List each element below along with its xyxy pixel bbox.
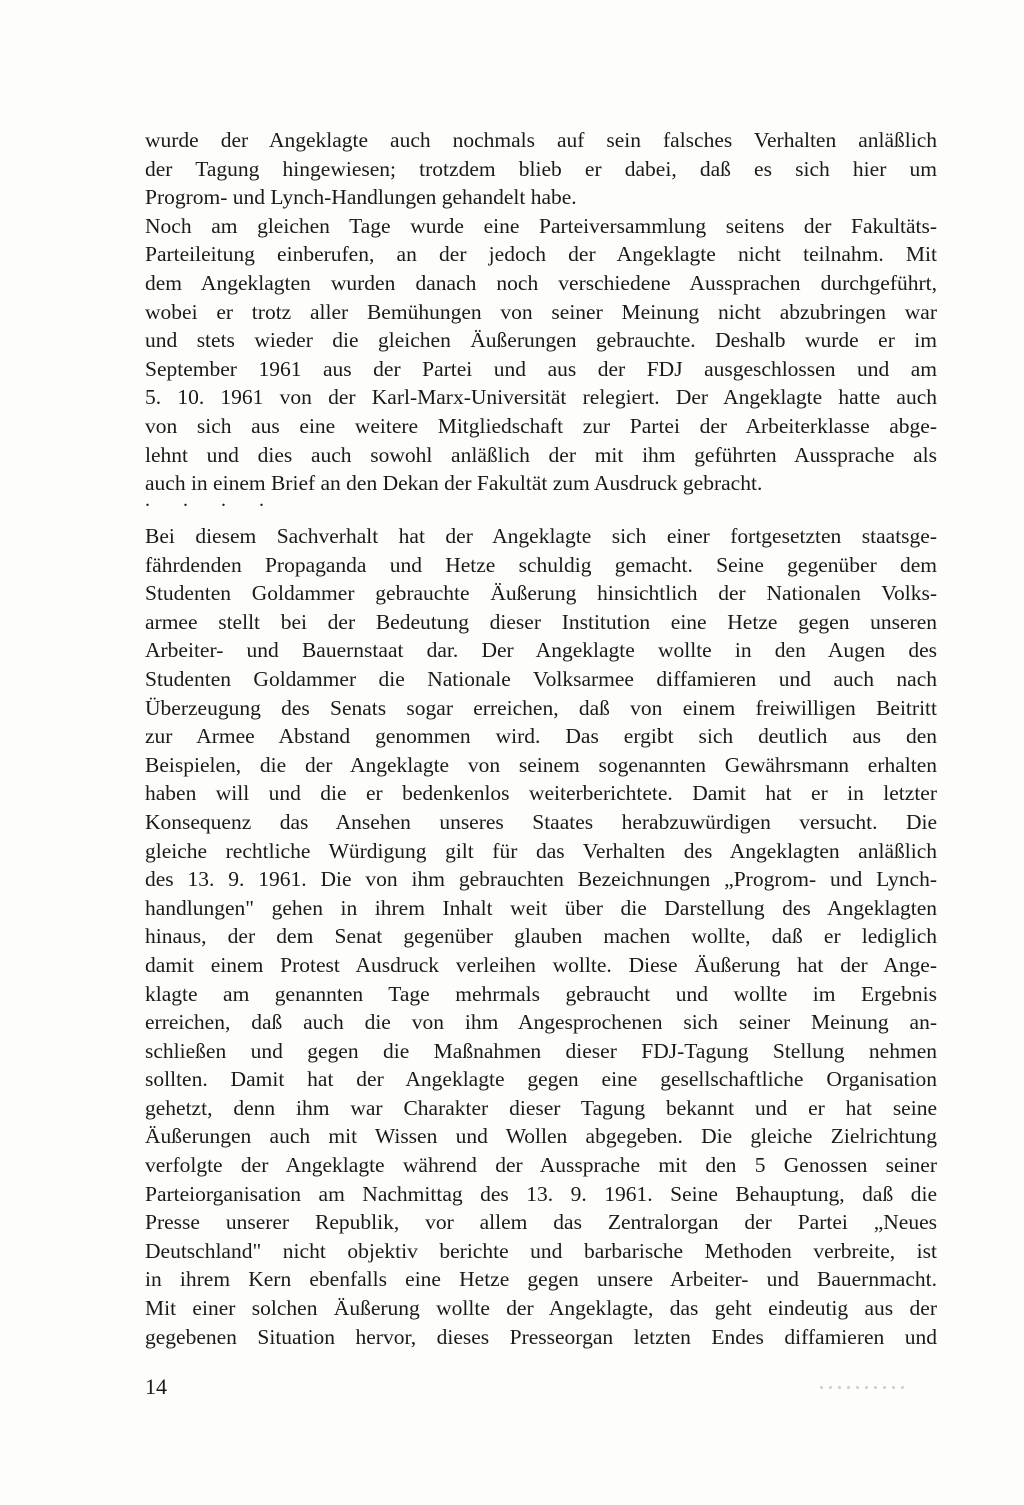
- text-line: haben will und die er bedenkenlos weiterberichtete. Damit hat er in letzter: [145, 781, 937, 806]
- omission-marks: . . . .: [145, 489, 278, 511]
- page-number: 14: [145, 1374, 167, 1399]
- text-line: fährdenden Propaganda und Hetze schuldig gemacht. Seine gegenüber dem: [145, 552, 937, 577]
- text-line: Parteileitung einberufen, an der jedoch der Angeklagte nicht teilnahm. Mit: [145, 242, 937, 267]
- text-line: Überzeugung des Senats sogar erreichen, daß von einem freiwilligen Beitritt: [145, 695, 937, 720]
- text-line: erreichen, daß auch die von ihm Angesprochenen sich seiner Meinung an-: [145, 1010, 937, 1035]
- text-line: auch in einem Brief an den Dekan der Fakultät zum Ausdruck gebracht.: [145, 471, 763, 496]
- text-line: Mit einer solchen Äußerung wollte der Angeklagte, das geht eindeutig aus der: [145, 1296, 937, 1321]
- text-line: gegebenen Situation hervor, dieses Presseorgan letzten Endes diffamieren und: [145, 1324, 937, 1349]
- text-line: in ihrem Kern ebenfalls eine Hetze gegen unsere Arbeiter- und Bauernmacht.: [145, 1267, 937, 1292]
- text-line: Arbeiter- und Bauernstaat dar. Der Angeklagte wollte in den Augen des: [145, 638, 937, 663]
- text-line: schließen und gegen die Maßnahmen dieser FDJ-Tagung Stellung nehmen: [145, 1038, 937, 1063]
- text-line: Parteiorganisation am Nachmittag des 13. 9. 1961. Seine Behauptung, daß die: [145, 1181, 937, 1206]
- text-line: zur Armee Abstand genommen wird. Das ergibt sich deutlich aus den: [145, 724, 937, 749]
- text-line: Noch am gleichen Tage wurde eine Parteiversammlung seitens der Fakultäts-: [145, 213, 937, 238]
- text-line: Studenten Goldammer gebrauchte Äußerung hinsichtlich der Nationalen Volks-: [145, 581, 937, 606]
- text-line: damit einem Protest Ausdruck verleihen wollte. Diese Äußerung hat der Ange-: [145, 952, 937, 977]
- text-line: 5. 10. 1961 von der Karl-Marx-Universität relegiert. Der Angeklagte hatte auch: [145, 385, 937, 410]
- text-line: und stets wieder die gleichen Äußerungen gebrauchte. Deshalb wurde er im: [145, 328, 937, 353]
- paragraph-1: [145, 126, 937, 498]
- text-line: Studenten Goldammer die Nationale Volksarmee diffamieren und auch nach: [145, 666, 937, 691]
- text-line: dem Angeklagten wurden danach noch verschiedene Aussprachen durchgeführt,: [145, 270, 937, 295]
- text-line: des 13. 9. 1961. Die von ihm gebrauchten Bezeichnungen „Progrom- und Lynch-: [145, 867, 937, 892]
- text-line: von sich aus eine weitere Mitgliedschaft zur Partei der Arbeiterklasse abge-: [145, 413, 937, 438]
- text-line: sollten. Damit hat der Angeklagte gegen eine gesellschaftliche Organisation: [145, 1067, 937, 1092]
- text-line: gehetzt, denn ihm war Charakter dieser Tagung bekannt und er hat seine: [145, 1095, 937, 1120]
- paragraph-2: [145, 522, 937, 1351]
- text-line: verfolgte der Angeklagte während der Aussprache mit den 5 Genossen seiner: [145, 1153, 937, 1178]
- text-line: handlungen" gehen in ihrem Inhalt weit über die Darstellung des Angeklagten: [145, 895, 937, 920]
- text-line: Bei diesem Sachverhalt hat der Angeklagte sich einer fortgesetzten staatsge-: [145, 524, 937, 548]
- text-line: gleiche rechtliche Würdigung gilt für das Verhalten des Angeklagten anläßlich: [145, 838, 937, 863]
- text-line: Konsequenz das Ansehen unseres Staates herabzuwürdigen versucht. Die: [145, 809, 937, 834]
- text-line: September 1961 aus der Partei und aus der FDJ ausgeschlossen und am: [145, 356, 937, 381]
- text-line: Progrom- und Lynch-Handlungen gehandelt habe.: [145, 185, 577, 210]
- text-line: Deutschland" nicht objektiv berichte und barbarische Methoden verbreite, ist: [145, 1238, 937, 1263]
- faint-stamp-mark: [820, 1378, 940, 1396]
- text-line: armee stellt bei der Bedeutung dieser Institution eine Hetze gegen unseren: [145, 609, 937, 634]
- text-line: Beispielen, die der Angeklagte von seinem sogenannten Gewährsmann erhalten: [145, 752, 937, 777]
- text-line: Äußerungen auch mit Wissen und Wollen abgegeben. Die gleiche Zielrichtung: [145, 1124, 937, 1149]
- text-line: wobei er trotz aller Bemühungen von seiner Meinung nicht abzubringen war: [145, 299, 937, 324]
- text-line: der Tagung hingewiesen; trotzdem blieb er dabei, daß es sich hier um: [145, 156, 937, 181]
- text-line: wurde der Angeklagte auch nochmals auf sein falsches Verhalten anläßlich: [145, 128, 937, 152]
- text-line: klagte am genannten Tage mehrmals gebraucht und wollte im Ergebnis: [145, 981, 937, 1006]
- text-line: Presse unserer Republik, vor allem das Zentralorgan der Partei „Neues: [145, 1210, 937, 1235]
- text-line: lehnt und dies auch sowohl anläßlich der mit ihm geführten Aussprache als: [145, 442, 937, 467]
- text-line: hinaus, der dem Senat gegenüber glauben machen wollte, daß er lediglich: [145, 924, 937, 949]
